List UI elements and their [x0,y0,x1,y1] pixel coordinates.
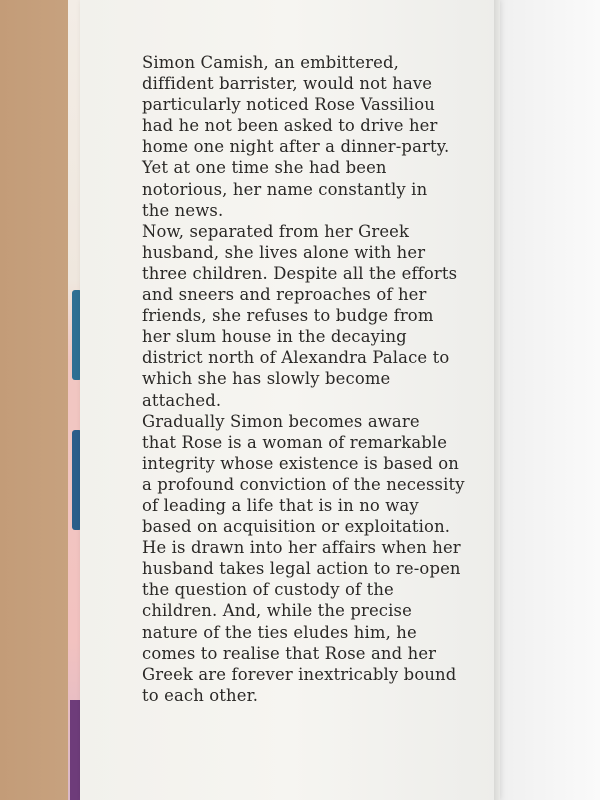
blurb-line: to each other. [142,685,259,705]
blurb-paragraph [142,221,482,411]
blurb-line: a profound conviction of the necessity [142,474,465,494]
blurb-line: three children. Despite all the efforts [142,263,458,283]
blurb-line: had he not been asked to drive her [142,116,438,136]
blurb-line: particularly noticed Rose Vassiliou [142,95,435,115]
blurb-line: husband takes legal action to re-open [142,559,461,579]
blurb-line: nature of the ties eludes him, he [142,622,417,642]
blurb-line: her slum house in the decaying [142,327,407,347]
blurb-line: which she has slowly become [142,369,391,389]
blurb-line: attached. [142,390,222,410]
blurb-line: based on acquisition or exploitation. [142,517,451,537]
blurb-text [142,52,482,706]
blurb-line: Simon Camish, an embittered, [142,53,399,72]
blurb-line: diffident barrister, would not have [142,74,433,94]
blurb-line: husband, she lives alone with her [142,242,426,262]
blurb-line: district north of Alexandra Palace to [142,348,450,368]
blurb-line: integrity whose existence is based on [142,453,459,473]
blurb-line: that Rose is a woman of remarkable [142,432,448,452]
blurb-line: notorious, her name constantly in [142,179,428,199]
blurb-line: the question of custody of the [142,580,394,600]
blurb-line: friends, she refuses to budge from [142,306,434,326]
blurb-line: Yet at one time she had been [142,158,387,178]
flap-edge [494,0,500,800]
blurb-paragraph [142,411,482,706]
blurb-line: Greek are forever inextricably bound [142,664,457,684]
blurb-line: and sneers and reproaches of her [142,285,427,305]
blurb-line: He is drawn into her affairs when her [142,538,461,558]
blurb-line: the news. [142,200,224,220]
blurb-line: home one night after a dinner-party. [142,137,450,157]
blurb-line: comes to realise that Rose and her [142,643,437,663]
blurb-line: Now, separated from her Greek [142,221,410,241]
blurb-line: children. And, while the precise [142,601,412,621]
blurb-line: Gradually Simon becomes aware [142,411,420,431]
blurb-paragraph [142,52,482,221]
blurb-line: of leading a life that is in no way [142,495,419,515]
